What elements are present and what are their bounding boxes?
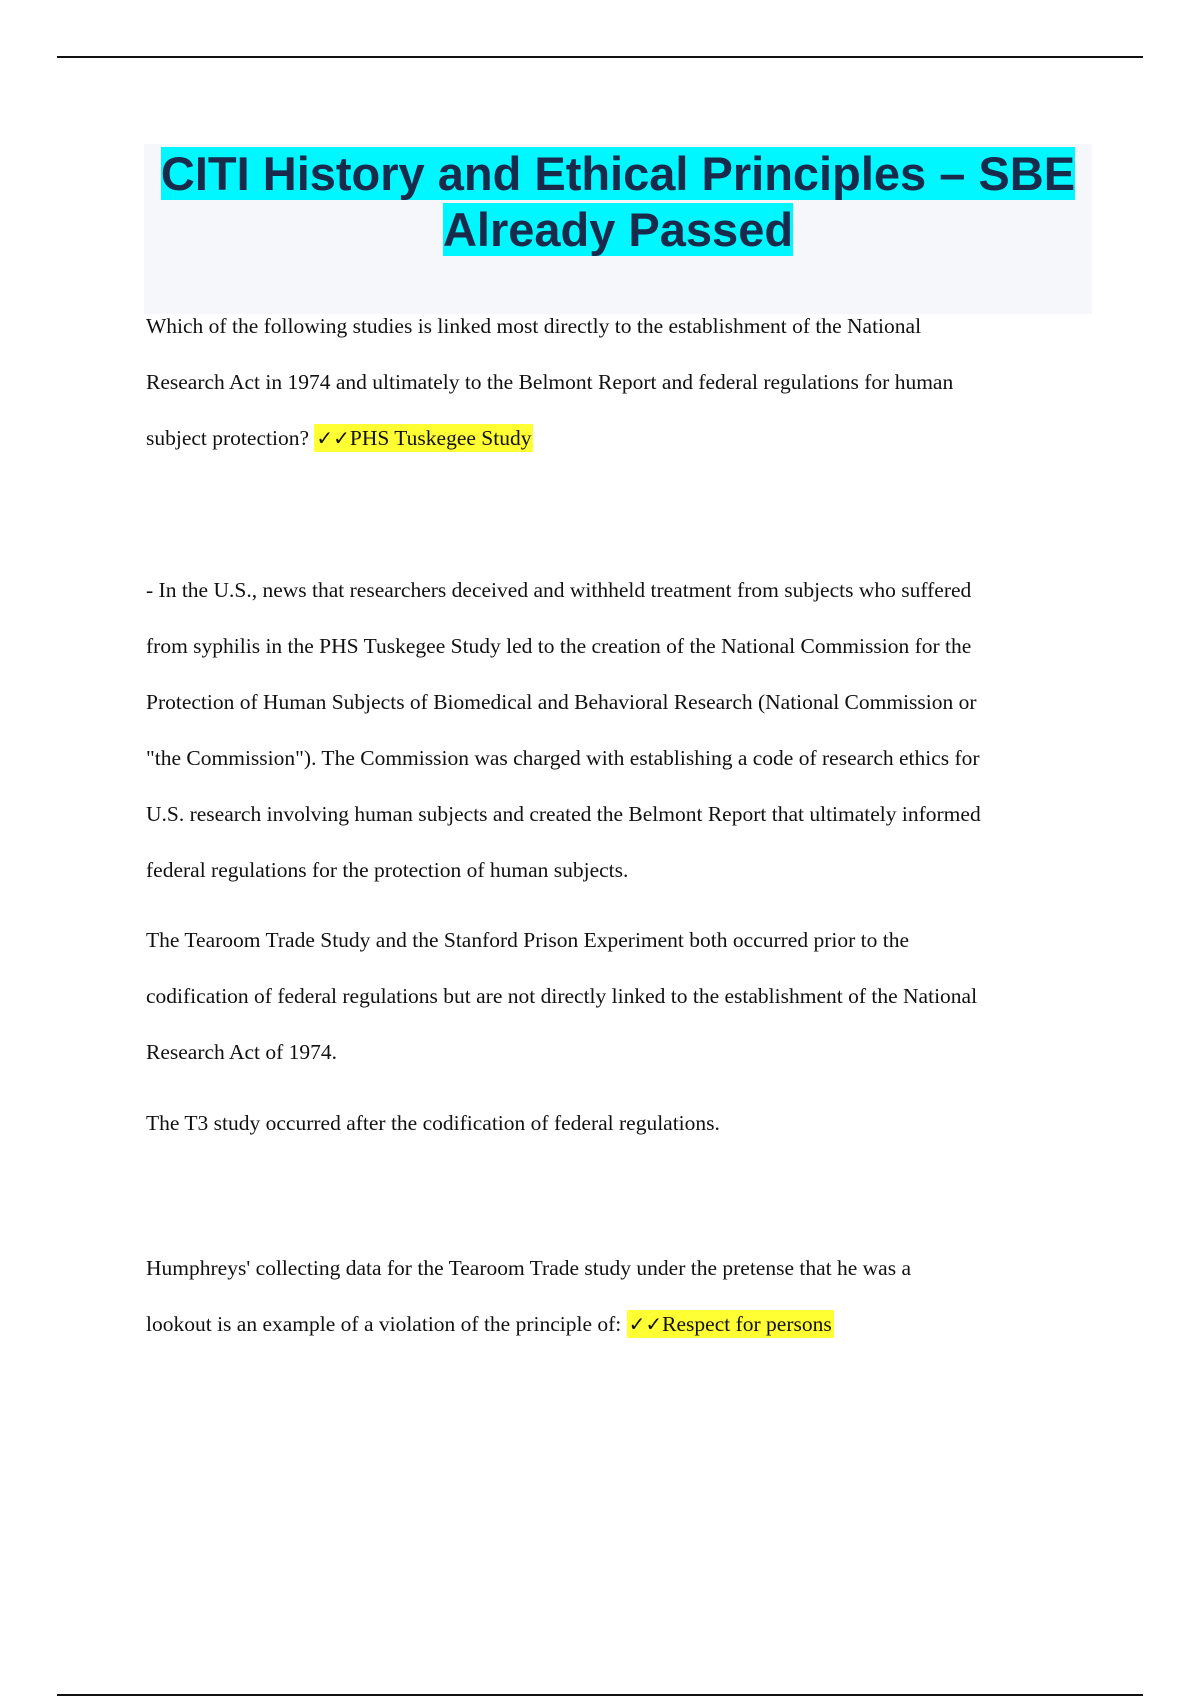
explanation-line: Protection of Human Subjects of Biomedical and Behavioral Research (National Commission or [146, 690, 977, 714]
explanation-line: The T3 study occurred after the codification of federal regulations. [146, 1111, 720, 1135]
question-2 [146, 1240, 1094, 1352]
top-divider [57, 56, 1143, 58]
question-1-line: Research Act in 1974 and ultimately to the Belmont Report and federal regulations for human [146, 370, 954, 394]
question-1-line: Which of the following studies is linked most directly to the establishment of the National [146, 314, 922, 338]
question-2-answer [627, 1310, 834, 1338]
explanation-line: U.S. research involving human subjects and created the Belmont Report that ultimately informed [146, 802, 981, 826]
explanation-paragraph-1 [146, 562, 1094, 898]
explanation-line: "the Commission"). The Commission was charged with establishing a code of research ethics for [146, 746, 980, 770]
question-1 [146, 298, 1094, 466]
explanation-line: The Tearoom Trade Study and the Stanford Prison Experiment both occurred prior to the [146, 928, 909, 952]
explanation-line: - In the U.S., news that researchers deceived and withheld treatment from subjects who suffered [146, 578, 972, 602]
explanation-line: federal regulations for the protection of human subjects. [146, 858, 629, 882]
explanation-line: from syphilis in the PHS Tuskegee Study led to the creation of the National Commission for the [146, 634, 972, 658]
answer-text: Respect for persons [662, 1312, 832, 1336]
question-1-line: subject protection? [146, 426, 309, 450]
question-2-line: lookout is an example of a violation of the principle of: [146, 1312, 622, 1336]
page-title [144, 144, 1092, 258]
checkmark-icon: ✓✓ [316, 426, 350, 450]
explanation-line: Research Act of 1974. [146, 1040, 338, 1064]
explanation-paragraph-2 [146, 912, 1094, 1080]
page-title-line-1: CITI History and Ethical Principles – SBE [160, 147, 1076, 200]
answer-text: PHS Tuskegee Study [349, 426, 532, 450]
explanation-paragraph-3 [146, 1095, 1094, 1151]
question-1-answer [314, 424, 533, 452]
question-2-line: Humphreys' collecting data for the Tearoom Trade study under the pretense that he was a [146, 1256, 912, 1280]
question-1-last-line [146, 410, 1094, 466]
question-2-last-line [146, 1296, 1094, 1352]
page-title-line-2: Already Passed [442, 203, 794, 256]
bottom-divider [57, 1694, 1143, 1696]
explanation-line: codification of federal regulations but are not directly linked to the establishment of the National [146, 984, 978, 1008]
title-block [144, 144, 1092, 314]
checkmark-icon: ✓✓ [628, 1312, 663, 1336]
